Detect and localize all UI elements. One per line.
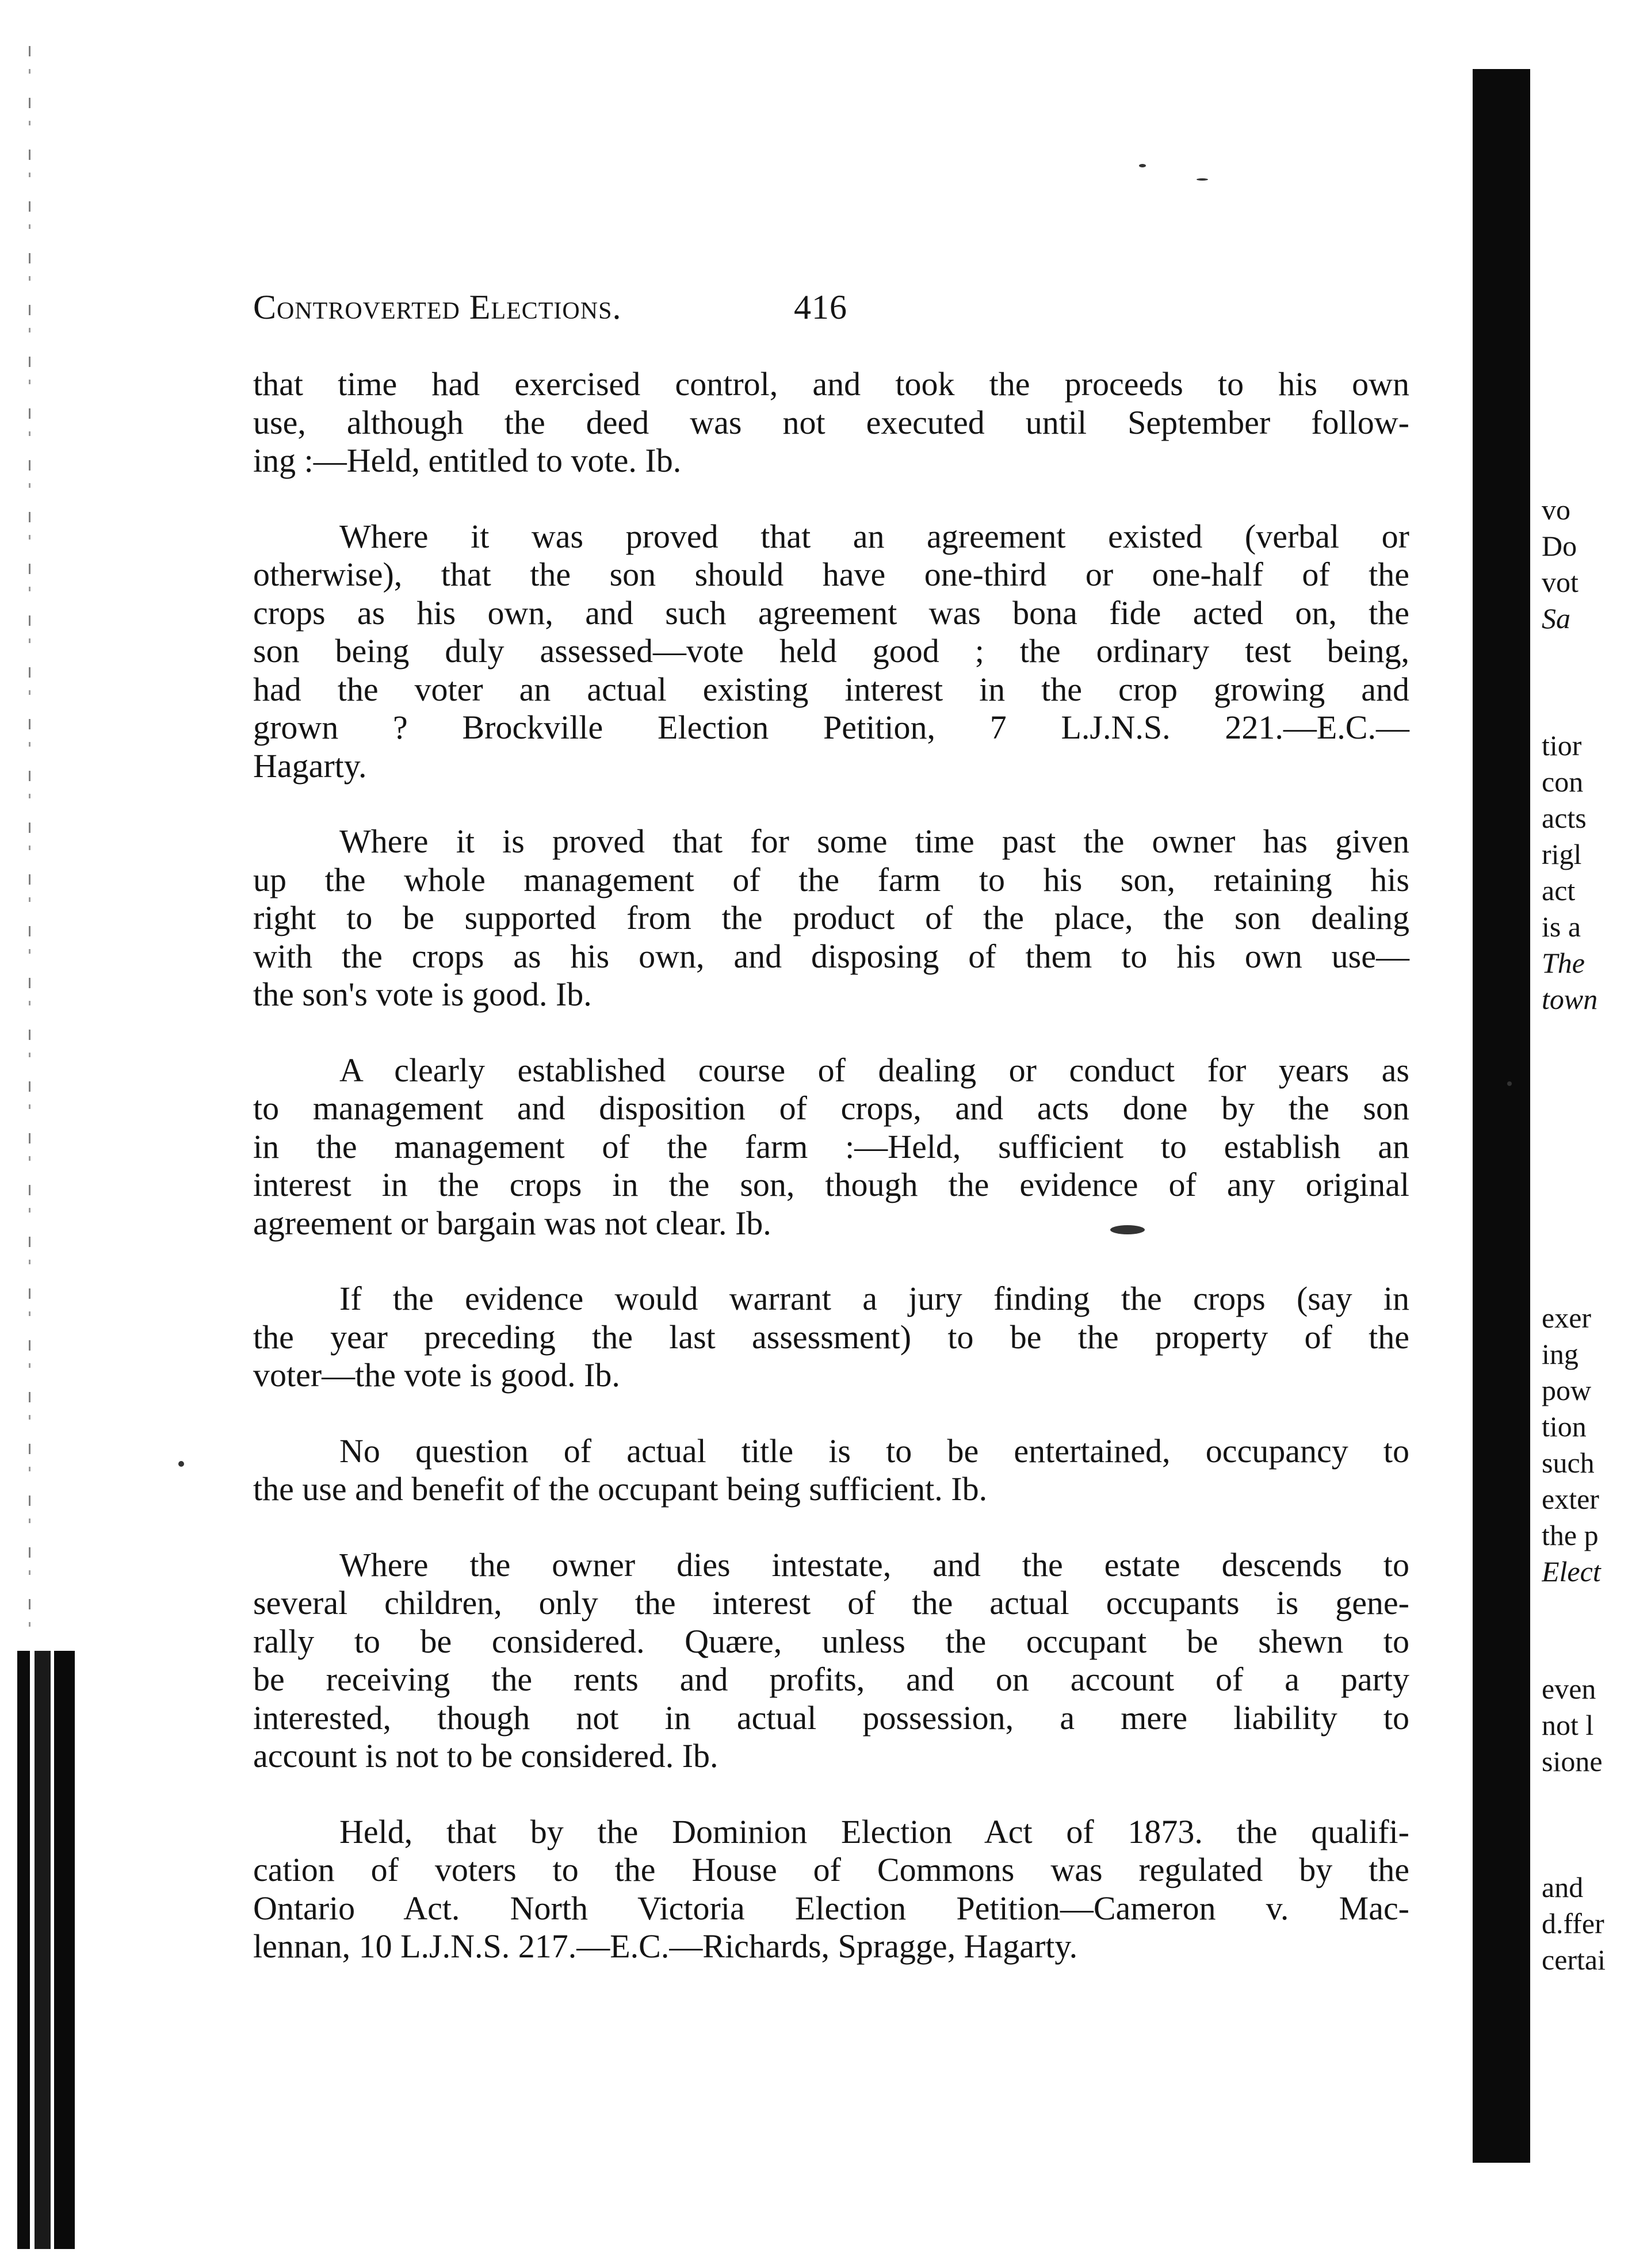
- paragraph-5: [253, 1280, 1409, 1395]
- text-line: grown ? Brockville Election Petition, 7 L.J.N.S. 221.—E.C.—: [253, 709, 1409, 746]
- scan-speck: [1139, 164, 1146, 167]
- text-line: Hagarty.: [253, 747, 367, 785]
- facing-page-fragment: rigl: [1542, 838, 1582, 870]
- text-line: If the evidence would warrant a jury finding the crops (say in: [339, 1280, 1409, 1317]
- text-line: Where it is proved that for some time past the owner has given: [339, 823, 1409, 860]
- paragraph-6: [253, 1432, 1409, 1509]
- text-line: the year preceding the last assessment) to be the property of the: [253, 1318, 1409, 1356]
- facing-page-fragment: exter: [1542, 1483, 1599, 1515]
- left-binding-shadow: [17, 1651, 75, 2249]
- text-line: use, although the deed was not executed until September follow-: [253, 403, 1409, 441]
- paragraph-7: [253, 1546, 1409, 1776]
- text-line: in the management of the farm :—Held, sufficient to establish an: [253, 1127, 1409, 1165]
- paragraph-2: [253, 518, 1409, 786]
- paragraph-4: [253, 1051, 1409, 1243]
- facing-page-fragment: Elect: [1542, 1555, 1601, 1588]
- body-text: [253, 365, 1409, 2003]
- paragraph-3: [253, 823, 1409, 1014]
- text-line: Where it was proved that an agreement existed (verbal or: [339, 517, 1409, 555]
- facing-page-fragment: The: [1542, 947, 1585, 979]
- text-line: Where the owner dies intestate, and the estate descends to: [339, 1546, 1409, 1584]
- running-title: Controverted Elections.: [253, 288, 622, 326]
- facing-page-fragment: even: [1542, 1673, 1596, 1705]
- text-line: son being duly assessed—vote held good ; the ordinary test being,: [253, 632, 1409, 670]
- text-line: several children, only the interest of the actual occupants is gene-: [253, 1584, 1409, 1621]
- text-line: cation of voters to the House of Commons was regulated by the: [253, 1851, 1409, 1888]
- facing-page-fragment: vot: [1542, 566, 1579, 598]
- paragraph-8: [253, 1813, 1409, 1966]
- text-line: the use and benefit of the occupant being sufficient. Ib.: [253, 1470, 988, 1508]
- text-line: A clearly established course of dealing or conduct for years as: [339, 1051, 1409, 1089]
- gutter-shadow: [1473, 69, 1530, 2163]
- facing-page-fragments: [1542, 0, 1632, 2268]
- facing-page-fragment: ing: [1542, 1338, 1579, 1370]
- facing-page-fragment: act: [1542, 874, 1576, 907]
- facing-page-fragment: con: [1542, 766, 1584, 798]
- text-line: Ontario Act. North Victoria Election Petition—Cameron v. Mac-: [253, 1889, 1409, 1927]
- text-line: Held, that by the Dominion Election Act of 1873. the qualifi-: [339, 1812, 1409, 1850]
- paragraph-1: [253, 365, 1409, 480]
- facing-page-fragment: Sa: [1542, 602, 1570, 634]
- facing-page-fragment: pow: [1542, 1374, 1592, 1406]
- text-line: account is not to be considered. Ib.: [253, 1737, 718, 1774]
- facing-page-fragment: d.ffer: [1542, 1907, 1604, 1940]
- text-line: ing :—Held, entitled to vote. Ib.: [253, 442, 682, 479]
- facing-page-fragment: certai: [1542, 1944, 1606, 1976]
- running-header: [253, 288, 1404, 339]
- text-line: otherwise), that the son should have one-third or one-half of the: [253, 556, 1409, 593]
- scan-speck: [1197, 178, 1208, 181]
- text-line: that time had exercised control, and took the proceeds to his own: [253, 365, 1409, 403]
- facing-page-fragment: tior: [1542, 729, 1582, 762]
- facing-page-fragment: town: [1542, 983, 1598, 1015]
- text-line: interested, though not in actual possession, a mere liability to: [253, 1699, 1409, 1737]
- text-line: voter—the vote is good. Ib.: [253, 1356, 620, 1394]
- text-line: interest in the crops in the son, though the evidence of any original: [253, 1166, 1409, 1203]
- text-line: right to be supported from the product of the place, the son dealing: [253, 899, 1409, 936]
- text-line: to management and disposition of crops, and acts done by the son: [253, 1089, 1409, 1127]
- facing-page-fragment: and: [1542, 1871, 1584, 1903]
- text-line: agreement or bargain was not clear. Ib.: [253, 1204, 771, 1242]
- text-line: be receiving the rents and profits, and on account of a party: [253, 1661, 1409, 1698]
- text-line: the son's vote is good. Ib.: [253, 976, 592, 1013]
- scan-speck: [1507, 1081, 1512, 1086]
- page-number: 416: [794, 288, 847, 326]
- text-line: rally to be considered. Quære, unless the occupant be shewn to: [253, 1622, 1409, 1660]
- facing-page-fragment: acts: [1542, 802, 1587, 834]
- facing-page-fragment: exer: [1542, 1302, 1592, 1334]
- facing-page-fragment: tion: [1542, 1410, 1587, 1443]
- facing-page-fragment: the p: [1542, 1519, 1599, 1551]
- facing-page-fragment: vo: [1542, 494, 1570, 526]
- facing-page-fragment: not l: [1542, 1709, 1594, 1741]
- facing-page-fragment: is a: [1542, 911, 1581, 943]
- facing-page-fragment: sione: [1542, 1745, 1603, 1777]
- text-line: crops as his own, and such agreement was bona fide acted on, the: [253, 594, 1409, 632]
- facing-page-fragment: such: [1542, 1447, 1595, 1479]
- scan-speck: [178, 1461, 184, 1467]
- text-line: had the voter an actual existing interest in the crop growing and: [253, 670, 1409, 708]
- text-line: with the crops as his own, and disposing of them to his own use—: [253, 937, 1409, 975]
- facing-page-fragment: Do: [1542, 530, 1577, 562]
- text-line: up the whole management of the farm to his son, retaining his: [253, 860, 1409, 898]
- text-line: lennan, 10 L.J.N.S. 217.—E.C.—Richards, Spragge, Hagarty.: [253, 1927, 1078, 1965]
- text-line: No question of actual title is to be entertained, occupancy to: [339, 1432, 1409, 1470]
